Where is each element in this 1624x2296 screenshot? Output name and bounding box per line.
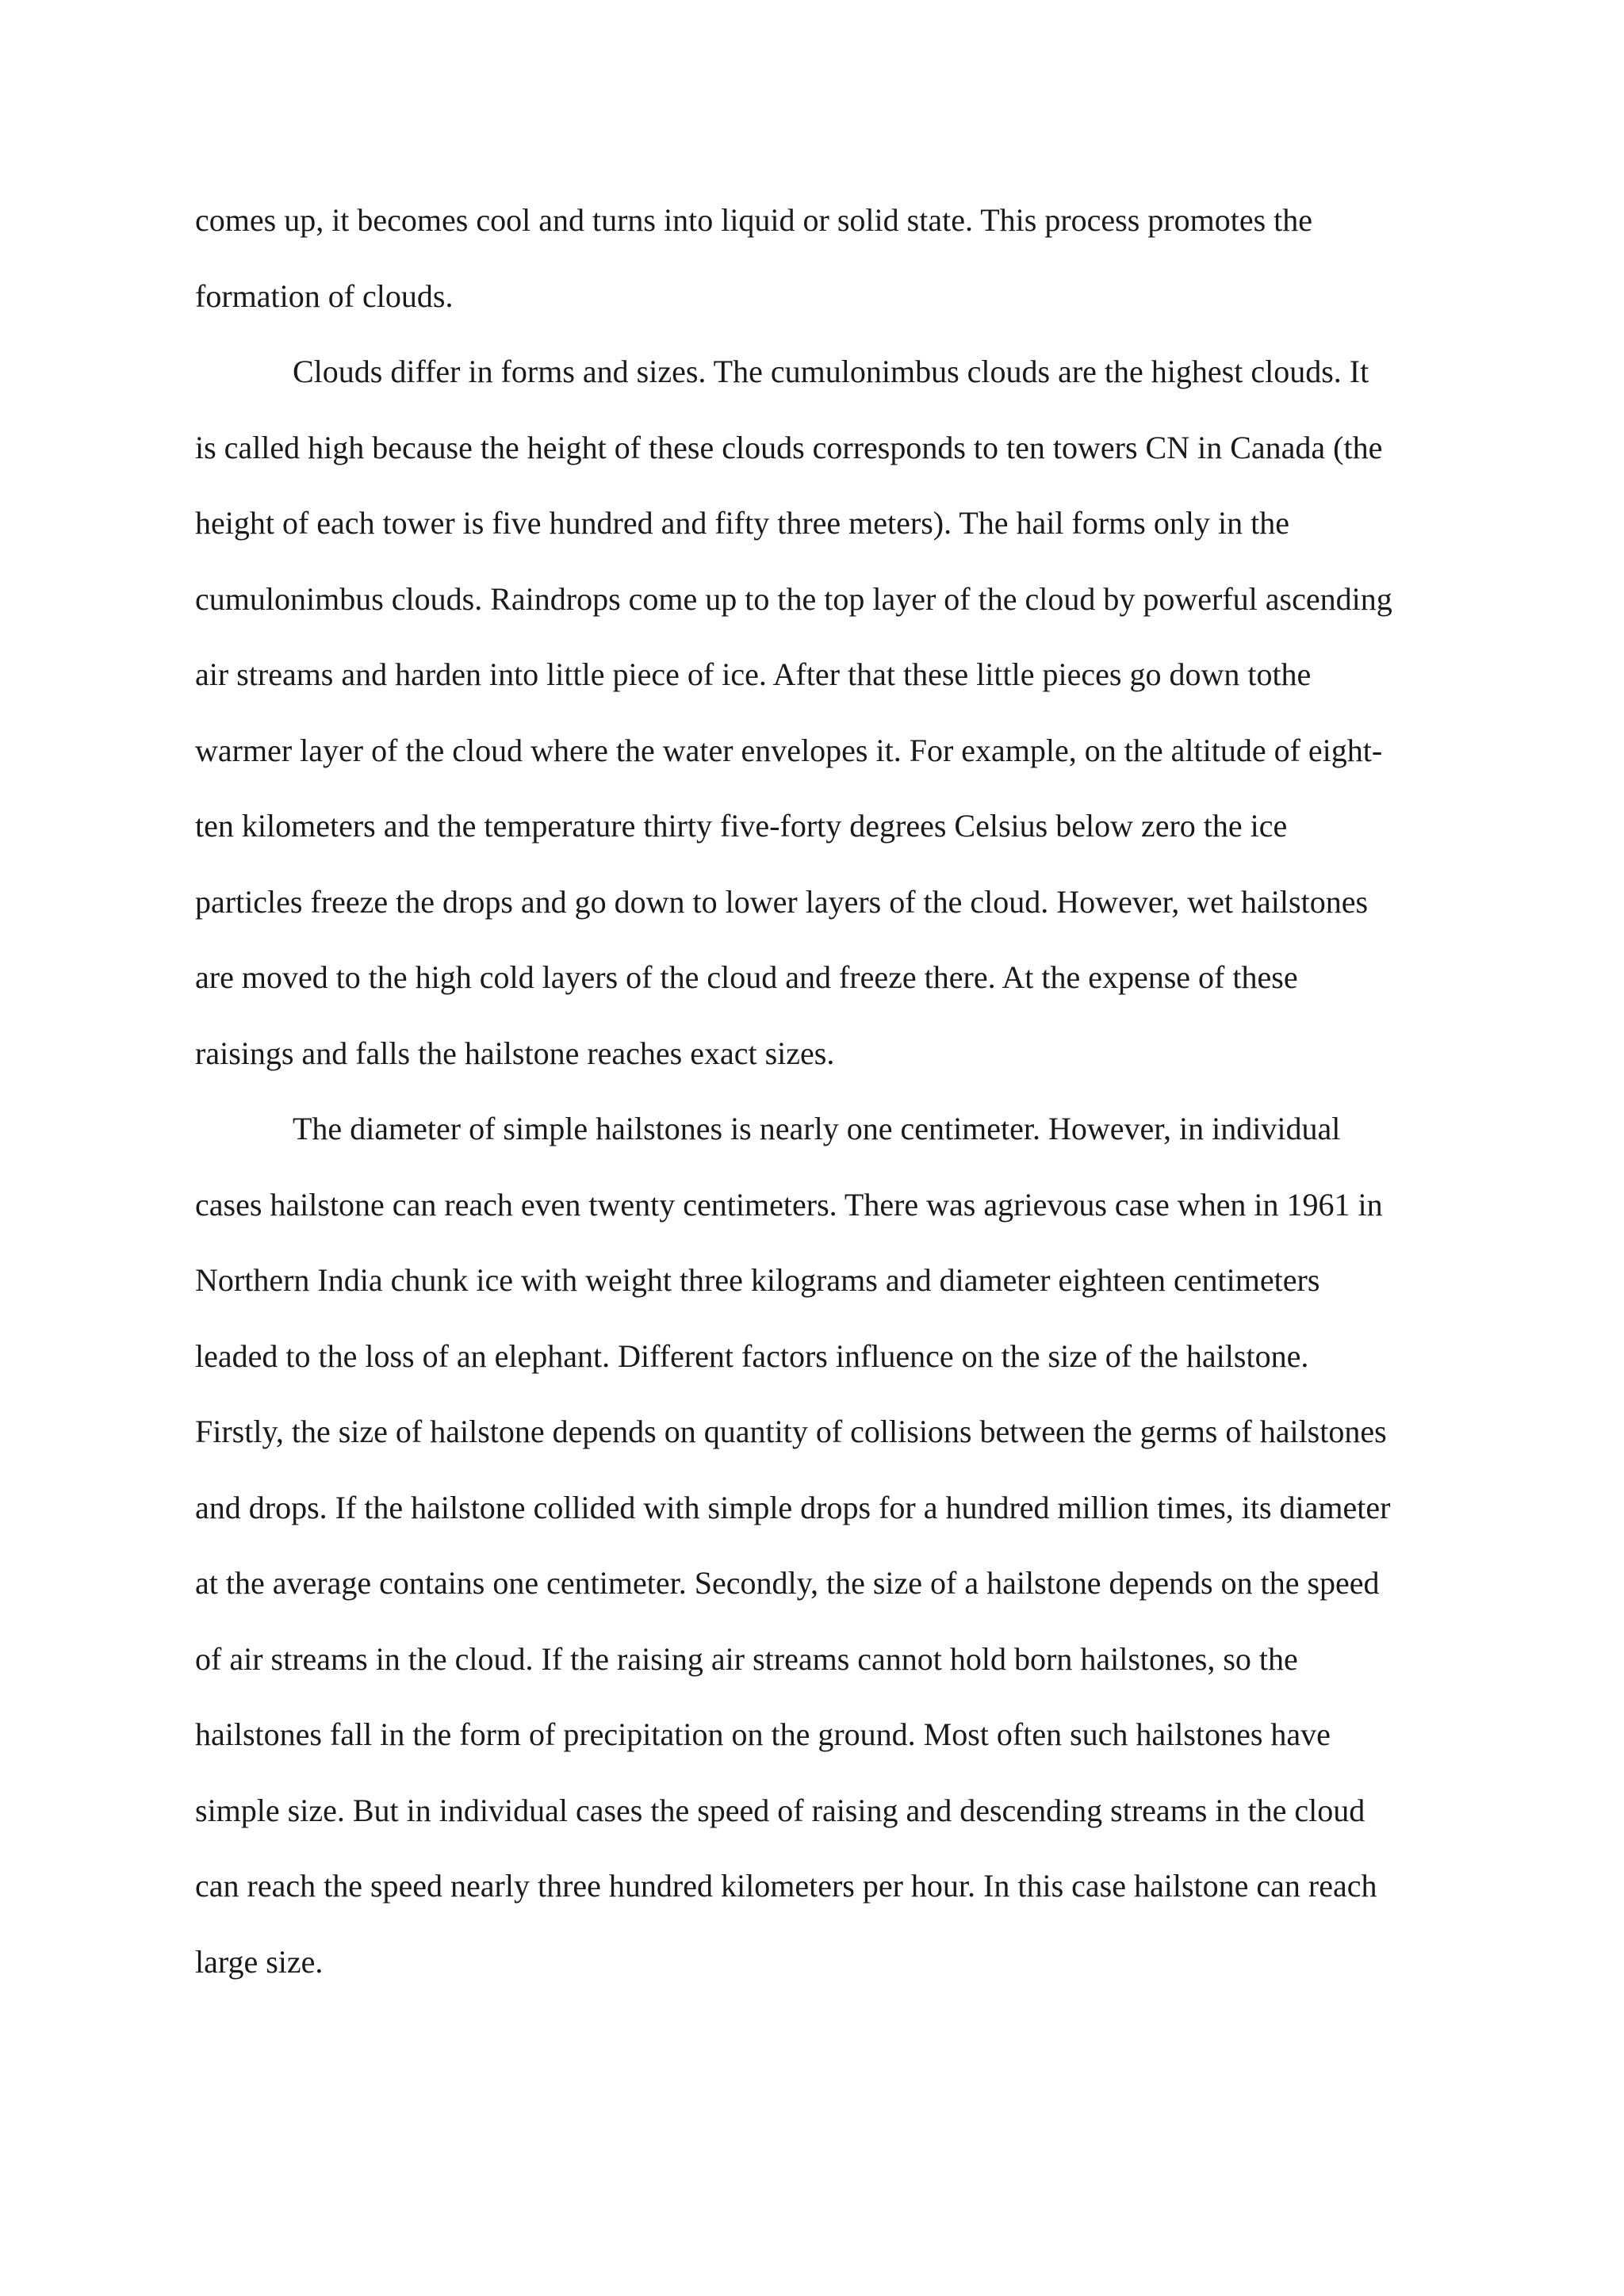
text-line: leaded to the loss of an elephant. Different factors influence on the size of the hailstone. bbox=[195, 1337, 1309, 1374]
text-line: air streams and harden into little piece of ice. After that these little pieces go down tothe bbox=[195, 656, 1312, 692]
text-line: raisings and falls the hailstone reaches exact sizes. bbox=[195, 1035, 835, 1071]
text-line: large size. bbox=[195, 1943, 324, 1980]
text-line: The diameter of simple hailstones is nearly one centimeter. However, in individual bbox=[293, 1111, 1341, 1146]
text-line: ten kilometers and the temperature thirty five-forty degrees Celsius below zero the ice bbox=[195, 808, 1288, 844]
text-line: Clouds differ in forms and sizes. The cumulonimbus clouds are the highest clouds. It bbox=[293, 354, 1369, 389]
text-line: warmer layer of the cloud where the water envelopes it. For example, on the altitude of eight- bbox=[195, 732, 1383, 768]
text-line: can reach the speed nearly three hundred kilometers per hour. In this case hailstone can reach bbox=[195, 1868, 1377, 1904]
paragraph bbox=[195, 1091, 1442, 1999]
text-line: Firstly, the size of hailstone depends on quantity of collisions between the germs of hailstones bbox=[195, 1414, 1387, 1449]
text-line: of air streams in the cloud. If the raising air streams cannot hold born hailstones, so the bbox=[195, 1640, 1298, 1677]
paragraph bbox=[195, 182, 1442, 334]
text-line: cases hailstone can reach even twenty centimeters. There was agrievous case when in 1961 in bbox=[195, 1186, 1383, 1223]
text-line: and drops. If the hailstone collided with simple drops for a hundred million times, its diameter bbox=[195, 1489, 1391, 1525]
text-line: simple size. But in individual cases the speed of raising and descending streams in the cloud bbox=[195, 1792, 1365, 1828]
text-line: comes up, it becomes cool and turns into liquid or solid state. This process promotes the bbox=[195, 202, 1313, 238]
text-line: hailstones fall in the form of precipitation on the ground. Most often such hailstones have bbox=[195, 1716, 1331, 1752]
text-line: at the average contains one centimeter. Secondly, the size of a hailstone depends on the speed bbox=[195, 1565, 1380, 1601]
text-line: formation of clouds. bbox=[195, 277, 454, 314]
text-line: particles freeze the drops and go down to lower layers of the cloud. However, wet hailstones bbox=[195, 883, 1369, 920]
text-line: cumulonimbus clouds. Raindrops come up to the top layer of the cloud by powerful ascending bbox=[195, 580, 1392, 617]
text-line: is called high because the height of these clouds corresponds to ten towers CN in Canada (the bbox=[195, 429, 1383, 465]
text-line: are moved to the high cold layers of the cloud and freeze there. At the expense of these bbox=[195, 959, 1298, 995]
paragraph bbox=[195, 334, 1442, 1091]
body-text bbox=[195, 182, 1442, 1999]
text-line: Northern India chunk ice with weight three kilograms and diameter eighteen centimeters bbox=[195, 1262, 1320, 1298]
text-line: height of each tower is five hundred and fifty three meters). The hail forms only in the bbox=[195, 505, 1289, 541]
